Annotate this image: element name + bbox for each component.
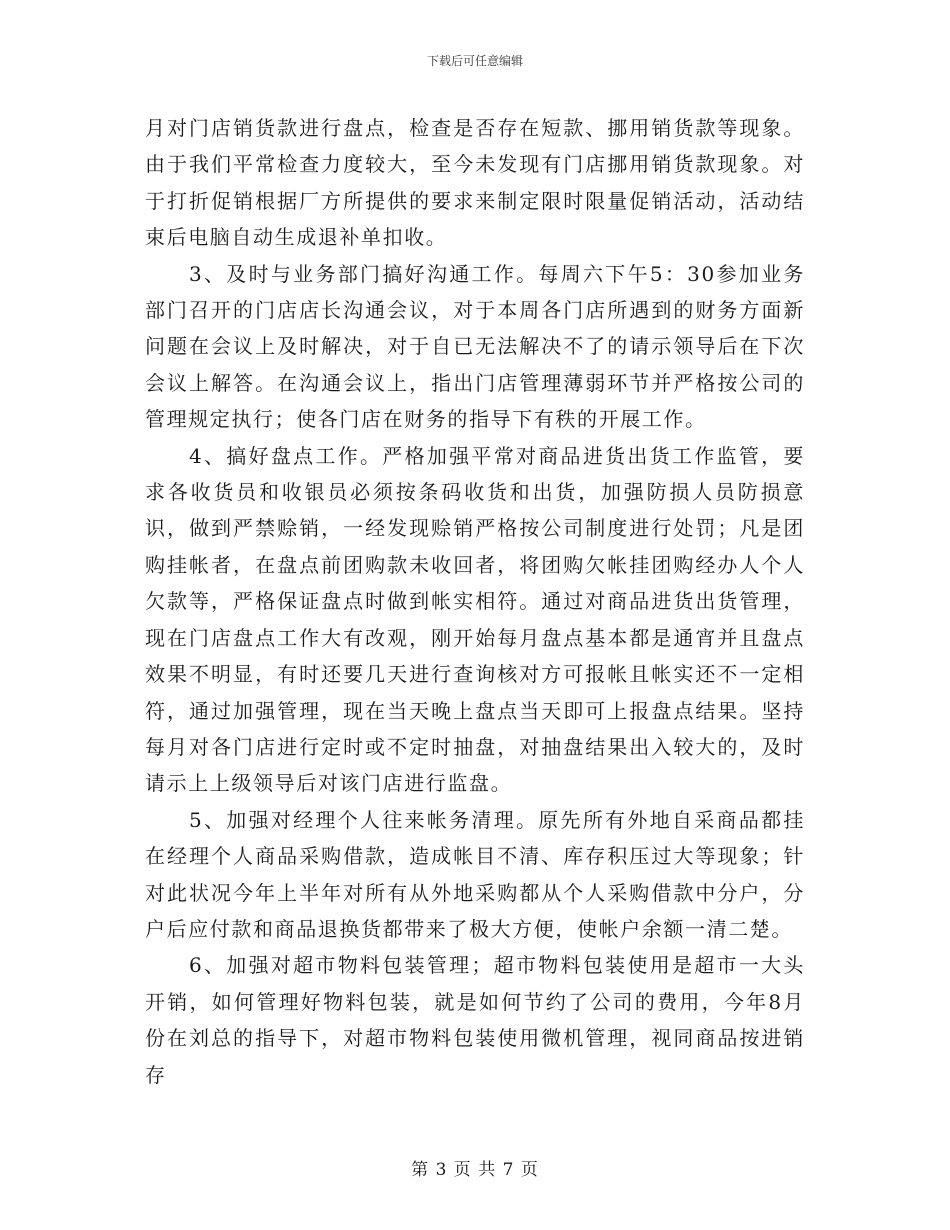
page-number-footer: 第 3 页 共 7 页 [411, 1160, 539, 1180]
paragraph-continuation: 月对门店销货款进行盘点，检查是否存在短款、挪用销货款等现象。由于我们平常检查力度较大，至今未发现有门店挪用销货款现象。对于打折促销根据厂方所提供的要求来制定限时限量促销活动，活动结束后电脑自动生成退补单扣收。 [145, 116, 805, 250]
paragraph-item-6-packaging: 6、加强对超市物料包装管理；超市物料包装使用是超市一大头开销，如何管理好物料包装，就是如何节约了公司的费用，今年8月份在刘总的指导下，对超市物料包装使用微机管理，视同商品按进销存 [145, 953, 805, 1087]
paragraph-item-5-accounts: 5、加强对经理个人往来帐务清理。原先所有外地自采商品都挂在经理个人商品采购借款，造成帐目不清、库存积压过大等现象；针对此状况今年上半年对所有从外地采购都从个人采购借款中分户，分户后应付款和商品退换货都带来了极大方便，使帐户余额一清二楚。 [145, 807, 805, 941]
page-header: 下载后可任意编辑 [426, 54, 523, 68]
paragraph-item-4-inventory: 4、搞好盘点工作。严格加强平常对商品进货出货工作监管，要求各收货员和收银员必须按条码收货和出货，加强防损人员防损意识，做到严禁赊销，一经发现赊销严格按公司制度进行处罚；凡是团购挂帐者，在盘点前团购款未收回者，将团购欠帐挂团购经办人个人欠款等，严格保证盘点时做到帐实相符。通过对商品进货出货管理，现在门店盘点工作大有改观，刚开始每月盘点基本都是通宵并且盘点效果不明显，有时还要几天进行查询核对方可报帐且帐实还不一定相符，通过加强管理，现在当天晚上盘点当天即可上报盘点结果。坚持每月对各门店进行定时或不定时抽盘，对抽盘结果出入较大的，及时请示上上级领导后对该门店进行监盘。 [145, 443, 805, 796]
document-body [145, 110, 805, 1093]
paragraph-item-3-communication: 3、及时与业务部门搞好沟通工作。每周六下午5：30参加业务部门召开的门店店长沟通会议，对于本周各门店所遇到的财务方面新问题在会议上及时解决，对于自已无法解决不了的请示领导后在下次会议上解答。在沟通会议上，指出门店管理薄弱环节并严格按公司的管理规定执行；使各门店在财务的指导下有秩的开展工作。 [145, 261, 805, 432]
